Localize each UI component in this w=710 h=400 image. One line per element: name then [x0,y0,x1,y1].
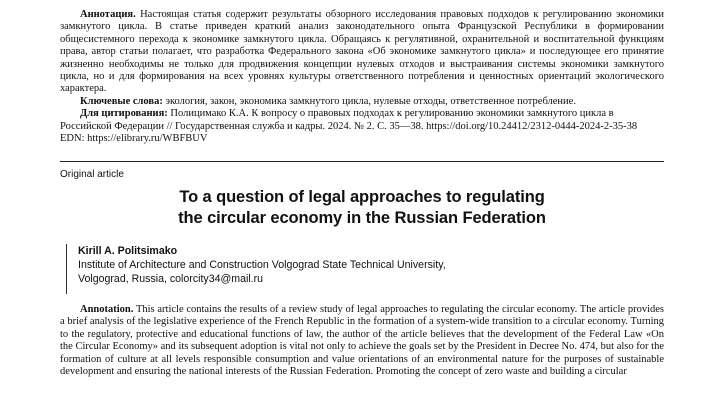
ru-citation [60,108,664,145]
ru-keywords [60,96,664,108]
english-abstract [60,304,664,378]
author-block [66,244,446,294]
article-title [60,187,664,229]
section-divider [60,161,664,162]
ru-citation-label: Для цитирования: [80,108,168,120]
en-annotation-label: Annotation. [80,304,134,315]
en-annotation-text: This article contains the results of a review study of legal approaches to regulating the circular economy. The article provides a brief analysis of the legislative experience of the French Republic in the formation of a system-wide transition to a circular economy. Turning to the regulatory, protective and educational functions of law, the author of the article believes that the development of the Federal Law «On the Circular Economy» and its subsequent adoption is vital not only to achieve the goals set by the President in Decree No. 474, but also for the formation of culture at all levels responsible consumption and value orientations of an environmental nature for the purposes of sustainable development and ensuring the national interests of the Russian Federation. Promoting the concept of zero waste and building a circular [60,304,665,378]
title-line-2: the circular economy in the Russian Federation [178,209,546,227]
ru-citation-text: Полицимако К.А. К вопросу о правовых подходах к регулированию экономики замкнутого цикла в Российской Федерации // Государственная служба и кадры. 2024. № 2. С. 35—38. https://doi.org/10.24412/2312-0444-2024-2-35-38 EDN: https://elibrary.ru/WBFBUV [60,108,638,145]
ru-annotation-text: Настоящая статья содержит результаты обзорного исследования правовых подходов к регулированию экономики замкнутого цикла. В статье приведен краткий анализ законодательного опыта Французской Республики в формировании общесистемного перехода к экономике замкнутого цикла. Обращаясь к регулятивной, охранительной и воспитательной функциям права, автор статьи полагает, что разработка Федерального закона «Об экономике замкнутого цикла» и последующее его принятие жизненно необходимы не только для продвижения концепции нулевых отходов и выстраивания системы экономики замкнутого цикла, но и для формирования на всех уровнях культуры ответственного потребления и ценностных ориентаций экологического характера. [60,9,665,95]
en-annotation [60,304,664,378]
ru-keywords-label: Ключевые слова: [80,95,163,107]
article-type-label: Original article [60,169,124,180]
ru-annotation-label: Аннотация. [80,9,136,20]
russian-abstract [60,9,664,145]
ru-annotation [60,9,664,96]
title-line-1: To a question of legal approaches to regulating [179,188,545,206]
author-affiliation-line-1: Institute of Architecture and Construction Volgograd State Technical University, [78,259,446,271]
ru-keywords-text: экология, закон, экономика замкнутого цикла, нулевые отходы, ответственное потребление. [165,95,576,107]
author-name: Kirill A. Politsimako [78,245,178,257]
author-affiliation-line-2: Volgograd, Russia, colorcity34@mail.ru [78,273,264,285]
